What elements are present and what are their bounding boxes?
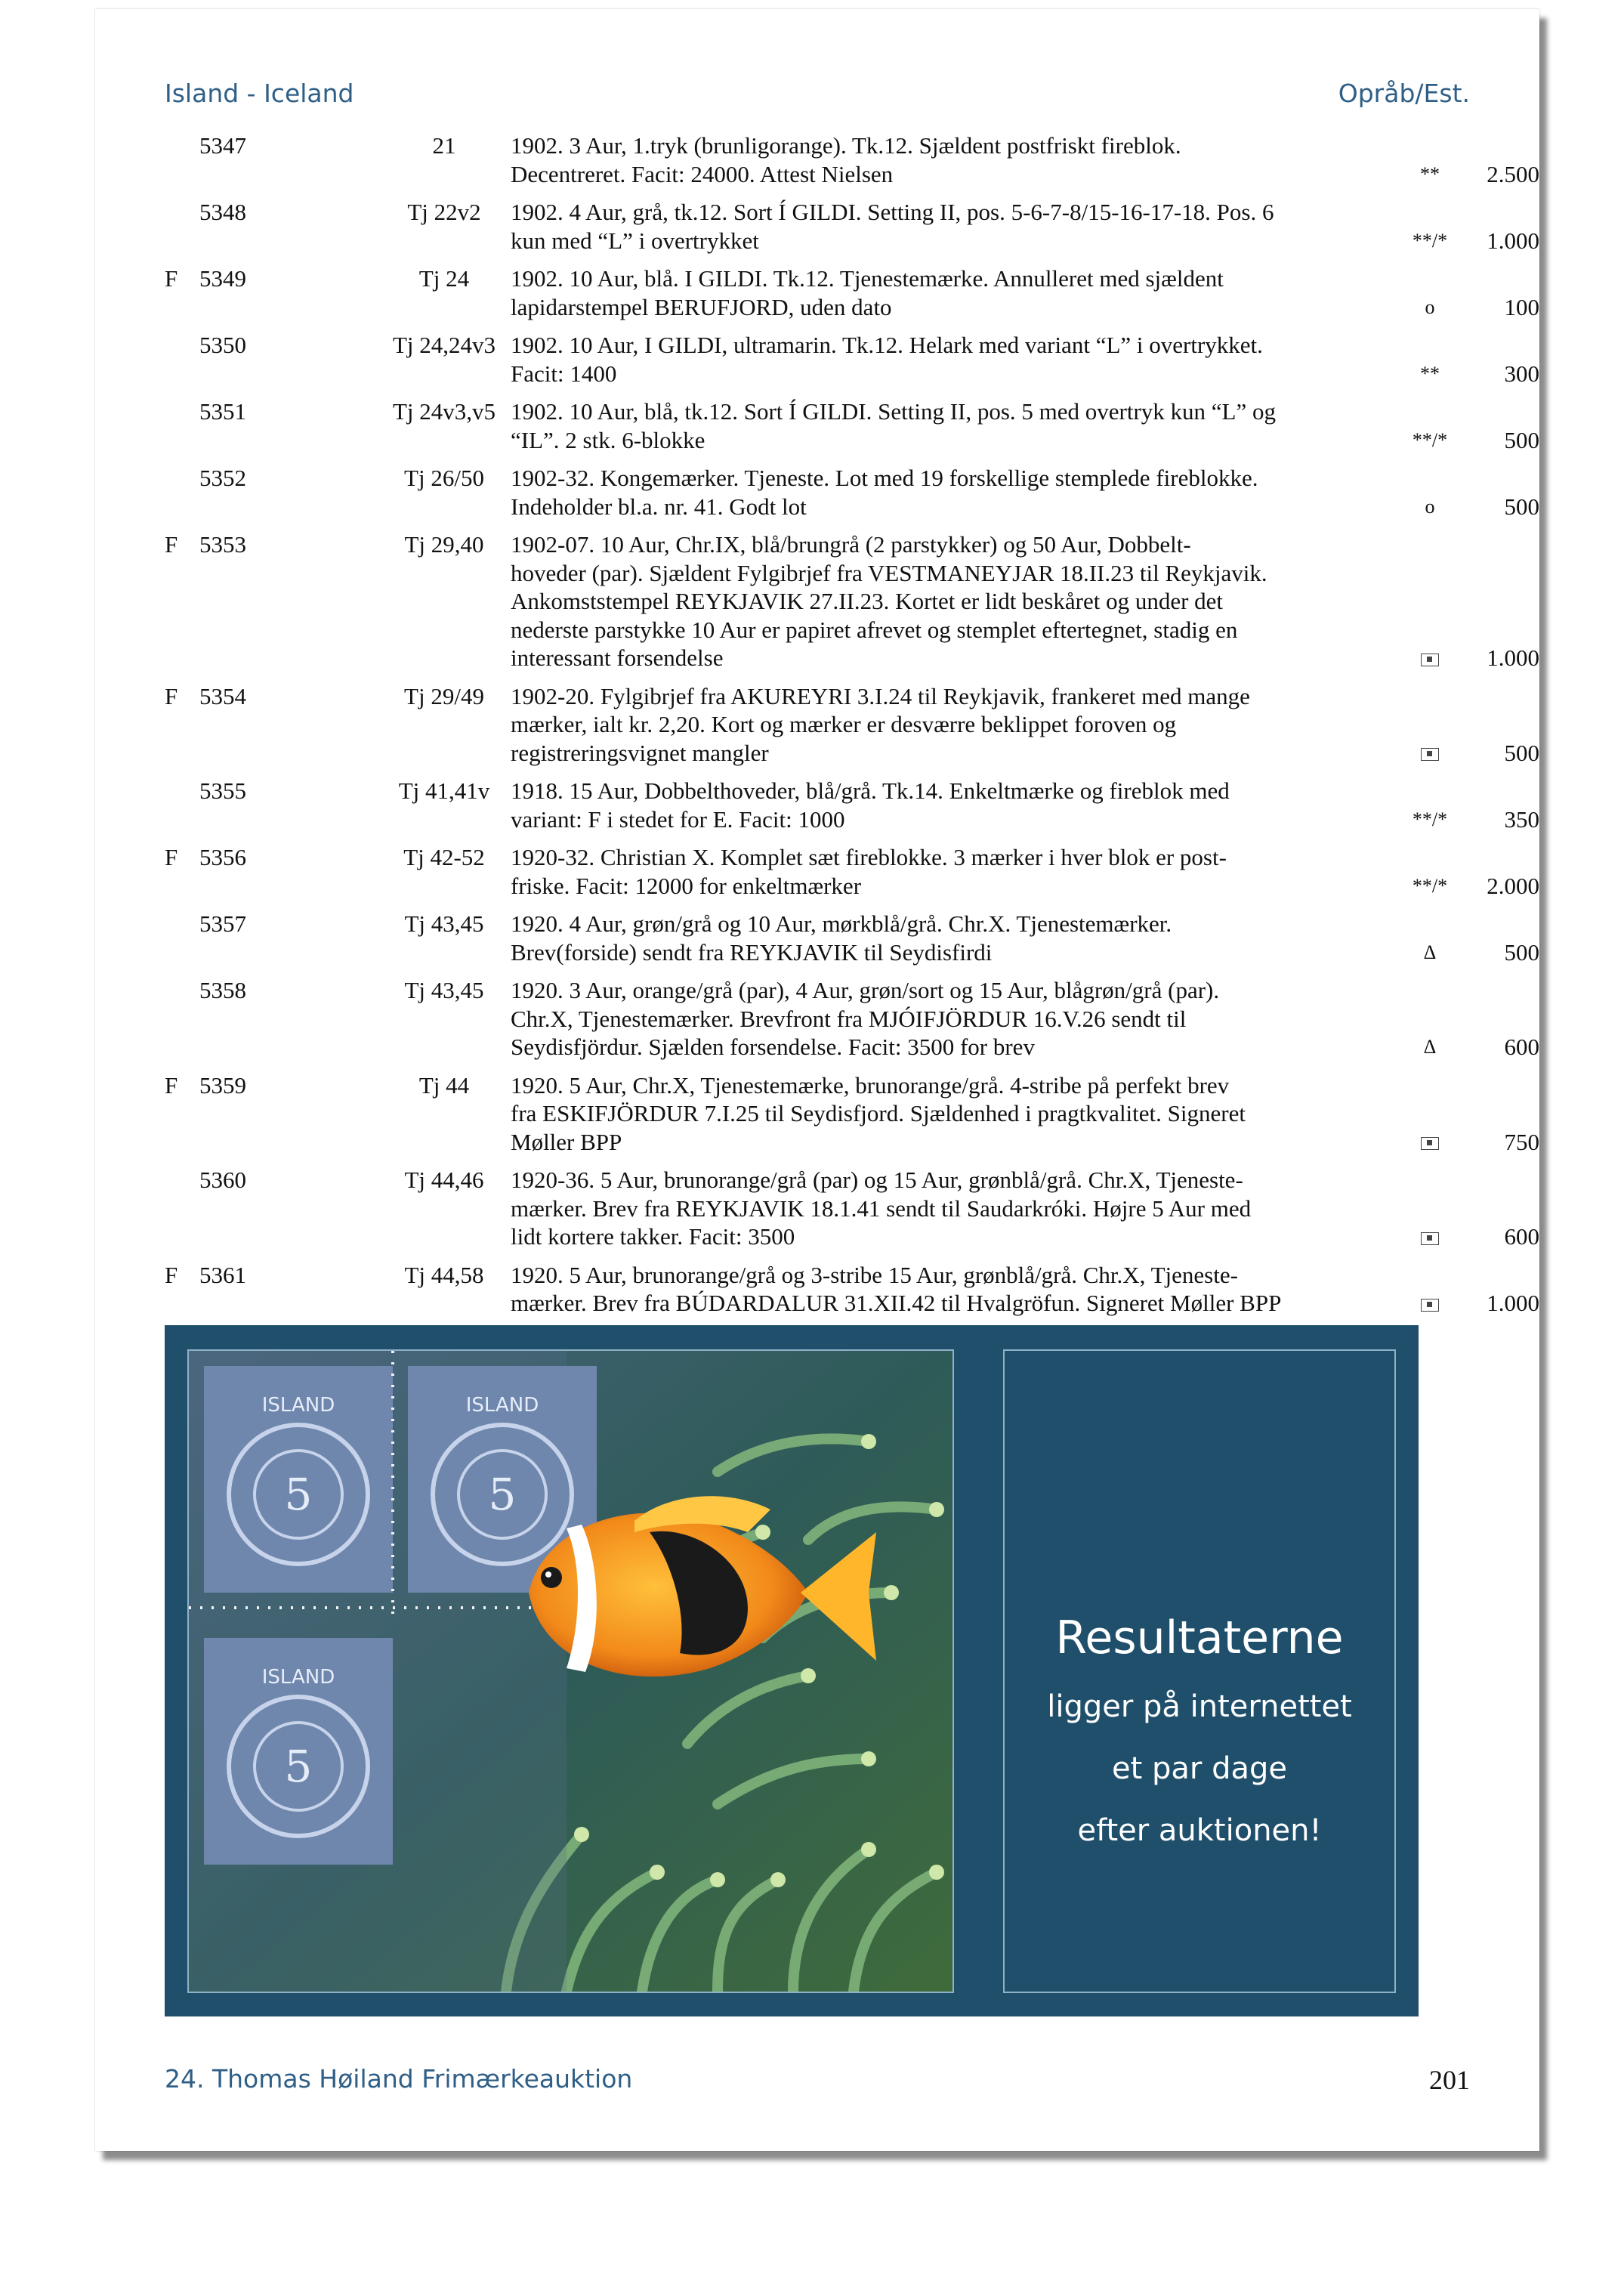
lot-condition: Δ — [1423, 1036, 1437, 1058]
svg-text:5: 5 — [488, 1469, 517, 1520]
lot-catalog-number: Tj 24,24v3 — [392, 332, 496, 358]
lot-price: 600 — [1504, 1223, 1539, 1250]
lot-number: 5352 — [199, 465, 246, 491]
lot-price: 2.000 — [1487, 872, 1539, 899]
column-heading-price: Opråb/Est. — [1338, 79, 1470, 108]
lot-flag: F — [165, 265, 178, 292]
lot-catalog-number: Tj 24 — [418, 265, 470, 292]
lot-description: 1902-07. 10 Aur, Chr.IX, blå/brungrå (2 parstykker) og 50 Aur, Dobbelt- hoveder (par). Sjældent Fylgibrjef fra VESTMANEYJAR 18.II.23 til Reykjavik. Ankomststempel REYKJAVIK 27.II.23. Kortet er lidt beskåret og under det nederste parstykke 10 Aur er papiret afrevet og stemplet eftertegnet, stadig en interessant forsendelse — [511, 531, 1267, 671]
lot-price: 500 — [1504, 739, 1539, 766]
lot-catalog-number: 21 — [432, 132, 456, 159]
footer-auction-name: 24. Thomas Høiland Frimærkeauktion — [165, 2064, 633, 2094]
lot-number: 5357 — [199, 910, 246, 937]
lot-condition: ** — [1420, 162, 1440, 185]
lot-description: 1902-20. Fylgibrjef fra AKUREYRI 3.I.24 til Reykjavik, frankeret med mange mærker, ialt kr. 2,20. Kort og mærker er desværre beklippet foroven og registreringsvignet mangler — [511, 682, 1250, 766]
results-line-3: efter auktionen! — [1077, 1813, 1322, 1848]
lot-description: 1902. 10 Aur, blå, tk.12. Sort Í GILDI. Setting II, pos. 5 med overtryk kun “L” og “IL”. 2 stk. 6-blokke — [511, 398, 1276, 453]
lot-price: 100 — [1504, 293, 1539, 320]
lot-price: 300 — [1504, 360, 1539, 387]
svg-text:5: 5 — [284, 1469, 313, 1520]
lot-row — [165, 1261, 1539, 1318]
lot-number: 5361 — [199, 1261, 246, 1288]
advert-panel — [165, 1325, 1419, 2016]
lot-number: 5347 — [199, 132, 246, 159]
lot-condition: ** — [1420, 362, 1440, 385]
lot-price: 2.500 — [1487, 160, 1539, 187]
lot-description: 1920. 5 Aur, brunorange/grå og 3-stribe 15 Aur, grønblå/grå. Chr.X, Tjeneste- mærker. Brev fra BÚDARDALUR 31.XII.42 til Hvalgröfun. Signeret Møller BPP — [511, 1261, 1282, 1316]
lot-row — [165, 464, 1539, 521]
results-line-1: ligger på internettet — [1047, 1689, 1352, 1724]
lot-row — [165, 198, 1539, 255]
lot-number: 5360 — [199, 1167, 246, 1193]
svg-text:ISLAND: ISLAND — [261, 1394, 335, 1417]
lot-condition: o — [1425, 495, 1435, 518]
lot-flag: F — [165, 682, 178, 709]
lot-price: 1.000 — [1487, 644, 1539, 671]
lot-catalog-number: Tj 43,45 — [404, 977, 484, 1003]
lot-condition: **/* — [1412, 229, 1448, 252]
lot-description: 1920-36. 5 Aur, brunorange/grå (par) og 15 Aur, grønblå/grå. Chr.X, Tjeneste- mærker. Brev fra REYKJAVIK 18.1.41 sendt til Saudarkróki. Højre 5 Aur med lidt kortere takker. Facit: 3500 — [511, 1167, 1252, 1250]
lot-number: 5356 — [199, 844, 246, 870]
lot-row — [165, 1071, 1539, 1157]
lot-row — [165, 910, 1539, 966]
lot-condition: o — [1425, 295, 1435, 318]
lot-description: 1902-32. Kongemærker. Tjeneste. Lot med 19 forskellige stemplede fireblokke. Indeholder bl.a. nr. 41. Godt lot — [511, 465, 1258, 520]
svg-text:5: 5 — [284, 1741, 313, 1792]
lot-number: 5358 — [199, 977, 246, 1003]
lot-row — [165, 682, 1539, 768]
lot-number: 5348 — [199, 199, 246, 225]
lot-description: 1902. 10 Aur, blå. I GILDI. Tk.12. Tjenestemærke. Annulleret med sjældent lapidarstempel BERUFJORD, uden dato — [511, 265, 1224, 320]
lot-price: 1.000 — [1487, 1290, 1539, 1316]
lot-catalog-number: Tj 24v3,v5 — [392, 398, 496, 425]
lot-row — [165, 777, 1539, 833]
lot-number: 5354 — [199, 682, 246, 709]
lot-price: 600 — [1504, 1034, 1539, 1060]
catalog-page — [95, 9, 1539, 2151]
lot-flag: F — [165, 1261, 178, 1288]
lot-catalog-number: Tj 44 — [418, 1071, 470, 1099]
fish-and-stamps-illustration — [189, 1351, 952, 1992]
lot-description: 1920. 4 Aur, grøn/grå og 10 Aur, mørkblå/grå. Chr.X. Tjenestemærker. Brev(forside) sendt fra REYKJAVIK til Seydisfirdi — [511, 910, 1172, 966]
lot-description: 1902. 10 Aur, I GILDI, ultramarin. Tk.12. Helark med variant “L” i overtrykket. Facit: 1400 — [511, 332, 1263, 387]
lot-price: 750 — [1504, 1128, 1539, 1155]
lot-condition: **/* — [1412, 874, 1448, 897]
lot-catalog-number: Tj 29/49 — [404, 682, 484, 709]
lot-price: 500 — [1504, 493, 1539, 520]
svg-text:ISLAND: ISLAND — [261, 1666, 335, 1689]
lot-number: 5359 — [199, 1071, 246, 1099]
lot-condition: **/* — [1412, 428, 1448, 451]
lot-flag: F — [165, 844, 178, 870]
lot-catalog-number: Tj 26/50 — [404, 465, 484, 491]
results-message-box — [1003, 1349, 1396, 1993]
lot-description: 1902. 4 Aur, grå, tk.12. Sort Í GILDI. Setting II, pos. 5-6-7-8/15-16-17-18. Pos. 6 kun med “L” i overtrykket — [511, 199, 1274, 254]
lot-price: 500 — [1504, 426, 1539, 453]
lot-condition: **/* — [1412, 808, 1448, 830]
lot-catalog-number: Tj 44,58 — [404, 1261, 484, 1288]
lot-price: 500 — [1504, 938, 1539, 966]
lot-number: 5349 — [199, 265, 246, 292]
lot-row — [165, 331, 1539, 388]
lot-row — [165, 843, 1539, 900]
svg-text:ISLAND: ISLAND — [465, 1394, 539, 1417]
lot-description: 1920. 5 Aur, Chr.X, Tjenestemærke, brunorange/grå. 4-stribe på perfekt brev fra ESKIFJÖRDUR 7.I.25 til Seydisfjord. Sjældenhed i pragtkvalitet. Signeret Møller BPP — [511, 1071, 1246, 1155]
section-title: Island - Iceland — [165, 79, 354, 108]
lot-flag: F — [165, 1071, 178, 1099]
lot-catalog-number: Tj 44,46 — [404, 1167, 484, 1193]
lot-number: 5353 — [199, 531, 246, 558]
lot-row — [165, 1166, 1539, 1251]
lot-catalog-number: Tj 41,41v — [398, 777, 490, 804]
lot-catalog-number: Tj 22v2 — [407, 199, 481, 225]
lot-number: 5351 — [199, 398, 246, 425]
results-title: Resultaterne — [1055, 1612, 1344, 1664]
lot-number: 5355 — [199, 777, 246, 804]
lot-row — [165, 397, 1539, 454]
lot-row — [165, 264, 1539, 321]
lot-catalog-number: Tj 43,45 — [404, 910, 484, 937]
lot-flag: F — [165, 531, 178, 558]
lot-description: 1918. 15 Aur, Dobbelthoveder, blå/grå. Tk.14. Enkeltmærke og fireblok med variant: F i stedet for E. Facit: 1000 — [511, 777, 1230, 833]
lot-number: 5350 — [199, 332, 246, 358]
lot-row — [165, 976, 1539, 1062]
lot-description: 1902. 3 Aur, 1.tryk (brunligorange). Tk.12. Sjældent postfriskt fireblok. Decentreret. Facit: 24000. Attest Nielsen — [511, 132, 1181, 187]
lot-row — [165, 530, 1539, 672]
results-line-2: et par dage — [1112, 1751, 1287, 1786]
lot-price: 350 — [1504, 805, 1539, 833]
page-number: 201 — [1429, 2065, 1470, 2095]
lot-condition: Δ — [1423, 941, 1437, 963]
lot-catalog-number: Tj 42-52 — [403, 844, 485, 870]
lot-price: 1.000 — [1487, 227, 1539, 254]
lot-list — [165, 131, 1539, 1318]
lot-description: 1920-32. Christian X. Komplet sæt fireblokke. 3 mærker i hver blok er post- friske. Facit: 12000 for enkeltmærker — [511, 844, 1227, 899]
lot-description: 1920. 3 Aur, orange/grå (par), 4 Aur, grøn/sort og 15 Aur, blågrøn/grå (par). Chr.X, Tjenestemærker. Brevfront fra MJÓIFJÖRDUR 16.V.26 sendt til Seydisfjördur. Sjælden forsendelse. Facit: 3500 for brev — [511, 977, 1220, 1060]
lot-catalog-number: Tj 29,40 — [404, 531, 484, 558]
stamp-block — [189, 1351, 597, 1992]
advert-photo — [187, 1349, 954, 1993]
lot-row — [165, 131, 1539, 188]
